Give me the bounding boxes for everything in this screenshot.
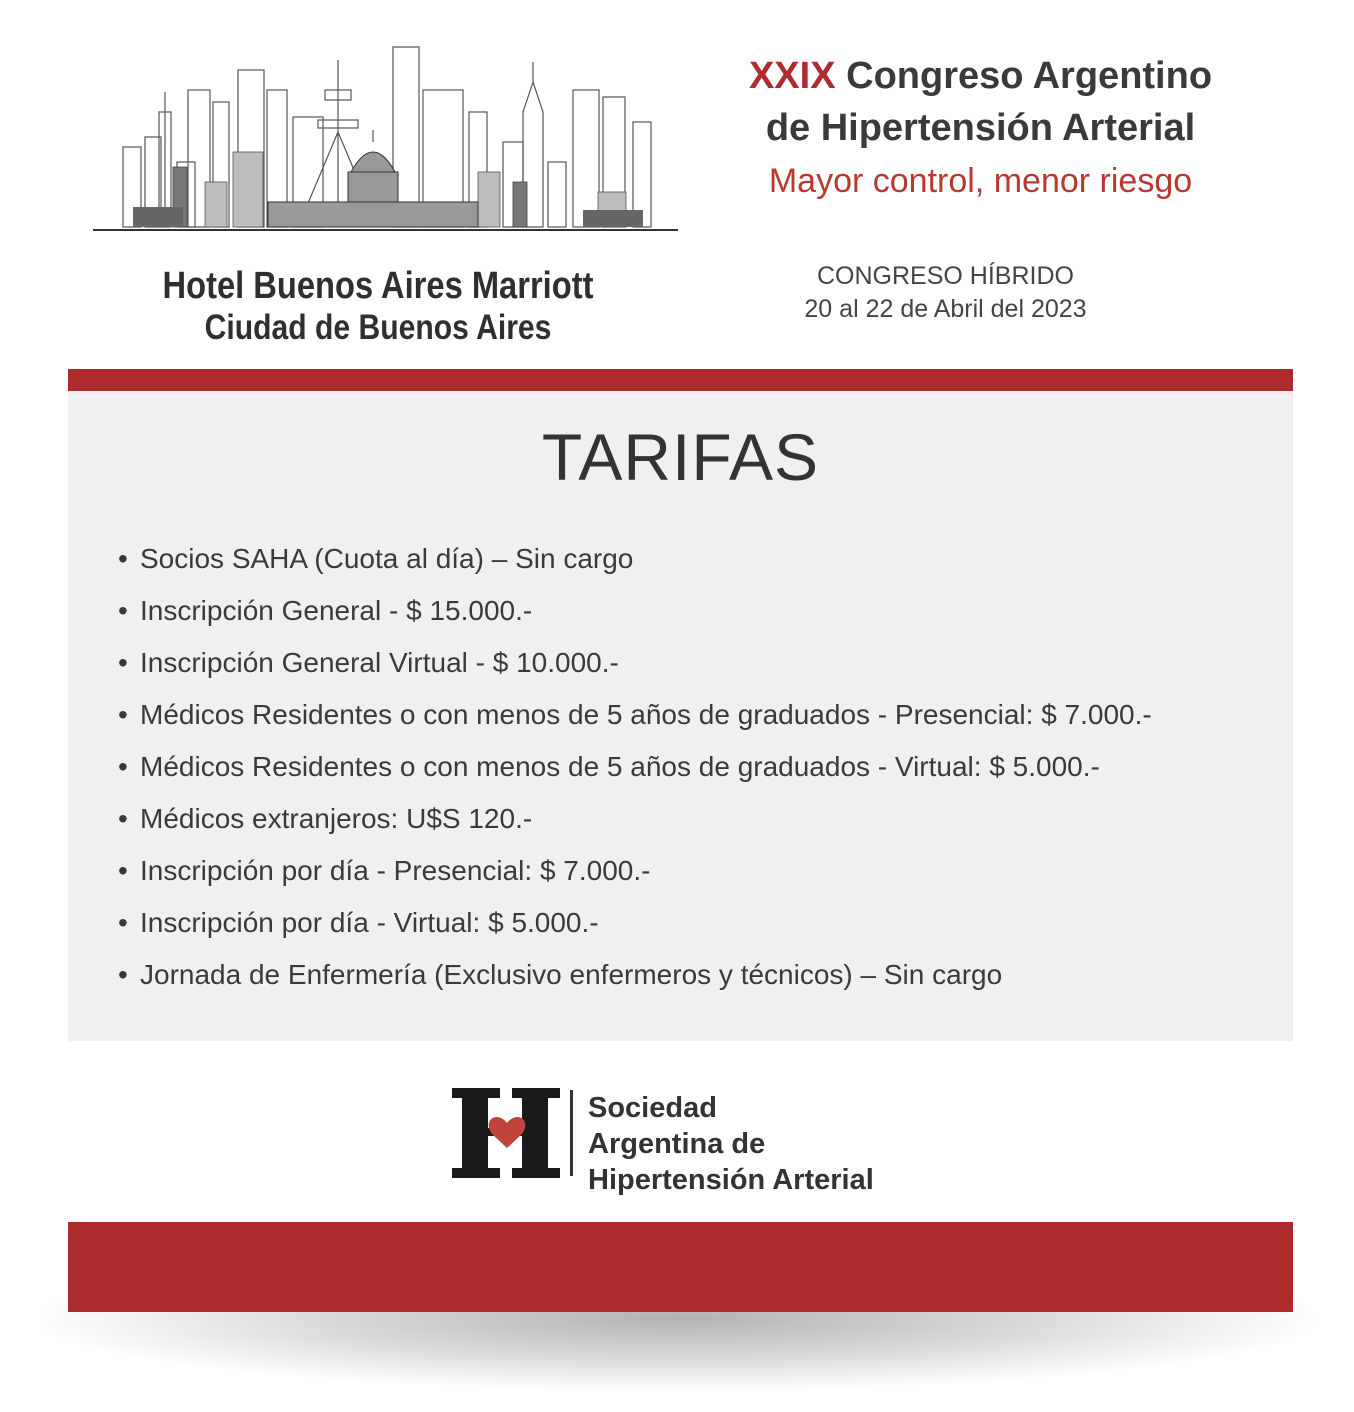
bullet-icon: •: [118, 959, 128, 990]
bullet-icon: •: [118, 751, 128, 782]
rate-item: [118, 741, 1152, 793]
rate-item-text: Médicos Residentes o con menos de 5 años de graduados - Presencial: $ 7.000.-: [140, 699, 1152, 730]
rate-item: [118, 533, 1152, 585]
rate-item: [118, 949, 1152, 1001]
congress-title-line2: de Hipertensión Arterial: [765, 107, 1196, 149]
rate-item-text: Socios SAHA (Cuota al día) – Sin cargo: [140, 543, 634, 574]
bullet-icon: •: [118, 803, 128, 834]
rate-item: [118, 689, 1152, 741]
bullet-icon: •: [118, 907, 128, 938]
rate-item: [118, 897, 1152, 949]
congress-number: XXIX: [748, 55, 836, 97]
rates-panel: [68, 391, 1293, 1041]
event-dates: 20 al 22 de Abril del 2023: [804, 295, 1087, 323]
congress-title-line1: Congreso Argentino: [846, 55, 1213, 97]
flyer-card: [68, 20, 1293, 1312]
rates-heading: TARIFAS: [541, 420, 820, 494]
org-name-line1: Sociedad: [588, 1092, 717, 1124]
venue-block: [88, 265, 668, 349]
rate-item: [118, 845, 1152, 897]
congress-title: [688, 50, 1273, 154]
congress-slogan: Mayor control, menor riesgo: [768, 162, 1193, 200]
bullet-icon: •: [118, 647, 128, 678]
rate-item-text: Inscripción General Virtual - $ 10.000.-: [140, 647, 619, 678]
rate-item-text: Jornada de Enfermería (Exclusivo enfermeros y técnicos) – Sin cargo: [140, 959, 1003, 990]
venue-name: Hotel Buenos Aires Marriott: [162, 265, 594, 307]
rate-item: [118, 637, 1152, 689]
top-red-bar: [68, 369, 1293, 391]
org-name-line2: Argentina de: [588, 1128, 766, 1160]
event-info: [728, 260, 1163, 326]
saha-logo-icon: [452, 1088, 582, 1178]
rate-item: [118, 793, 1152, 845]
bullet-icon: •: [118, 699, 128, 730]
bullet-icon: •: [118, 855, 128, 886]
bullet-icon: •: [118, 543, 128, 574]
event-format: CONGRESO HÍBRIDO: [817, 262, 1074, 290]
rate-item-text: Inscripción por día - Virtual: $ 5.000.-: [140, 907, 599, 938]
rate-item-text: Médicos extranjeros: U$S 120.-: [140, 803, 533, 834]
org-name-line3: Hipertensión Arterial: [588, 1164, 874, 1196]
skyline-icon: [93, 42, 683, 237]
bullet-icon: •: [118, 595, 128, 626]
org-name: [588, 1090, 874, 1198]
venue-city: Ciudad de Buenos Aires: [204, 308, 552, 347]
rate-item-text: Inscripción General - $ 15.000.-: [140, 595, 533, 626]
rate-item-text: Inscripción por día - Presencial: $ 7.000.-: [140, 855, 651, 886]
rate-item: [118, 585, 1152, 637]
bottom-red-bar: [68, 1222, 1293, 1312]
rate-item-text: Médicos Residentes o con menos de 5 años de graduados - Virtual: $ 5.000.-: [140, 751, 1100, 782]
rates-list: [118, 533, 1152, 1001]
